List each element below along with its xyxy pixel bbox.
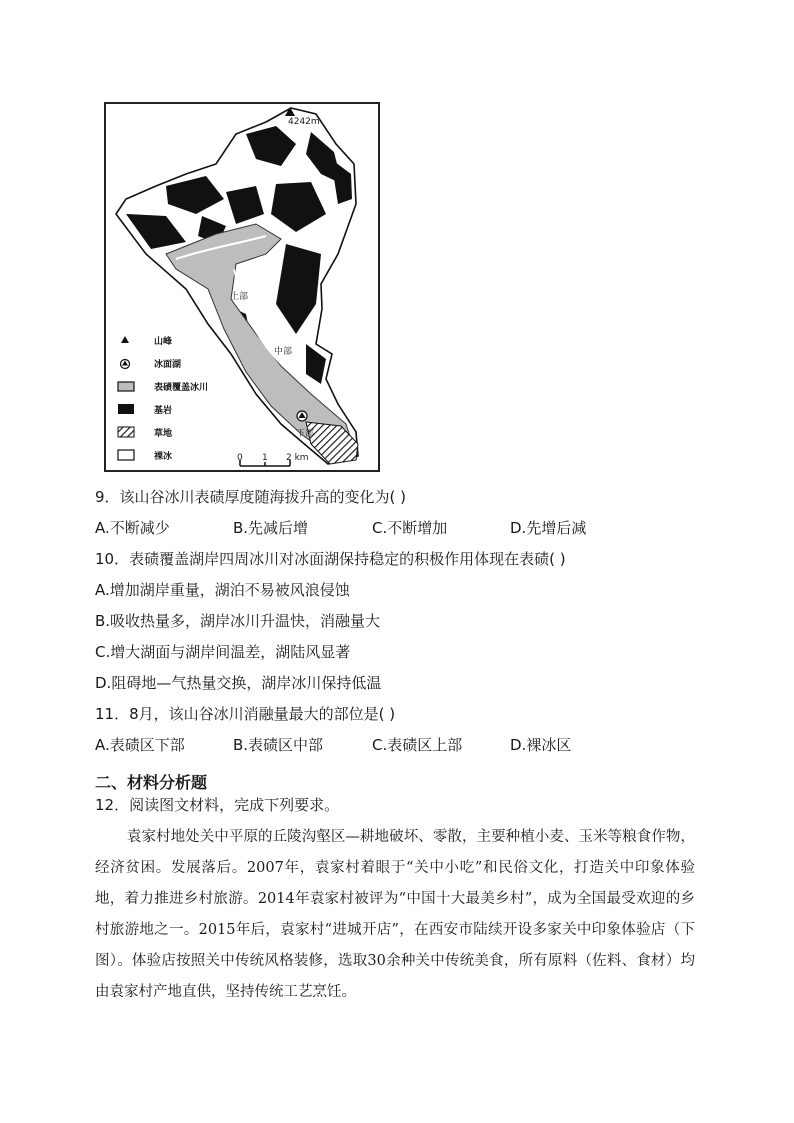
legend-debris-label: 表碛覆盖冰川	[154, 383, 209, 393]
q10-option-c: C.增大湖面与湖岸间温差，湖陆风显著	[95, 643, 351, 661]
scale-end: 2 km	[286, 453, 309, 463]
scale-mid: 1	[262, 453, 268, 463]
legend-peak-label: 山峰	[154, 337, 173, 347]
q9-option-d: D.先增后减	[510, 519, 587, 537]
q10-option-d: D.阻碍地—气热量交换，湖岸冰川保持低温	[95, 674, 382, 692]
legend-bare-ice-swatch	[118, 450, 134, 460]
map-legend	[118, 335, 208, 462]
glacier-map	[104, 102, 380, 472]
question-12-stem: 12．阅读图文材料，完成下列要求。	[95, 796, 340, 814]
question-9-stem: 9．该山谷冰川表碛厚度随海拔升高的变化为( )	[95, 488, 407, 506]
legend-grass-label: 草地	[154, 429, 173, 439]
q9-option-c: C.不断增加	[372, 519, 448, 537]
q9-option-a: A.不断减少	[95, 519, 170, 537]
legend-ice-lake-icon	[121, 360, 130, 369]
ice-lake-icon	[297, 411, 307, 421]
q11-option-a: A.表碛区下部	[95, 736, 185, 754]
q11-option-b: B.表碛区中部	[233, 736, 324, 754]
q10-option-b: B.吸收热量多，湖岸冰川升温快，消融量大	[95, 612, 381, 630]
question-11-stem: 11．8月，该山谷冰川消融量最大的部位是( )	[95, 705, 396, 723]
legend-ice-lake-label: 冰面湖	[154, 360, 182, 370]
section-title: 二、材料分析题	[95, 773, 208, 792]
label-upper: 上部	[230, 292, 249, 302]
question-10-stem: 10．表碛覆盖湖岸四周冰川对冰面湖保持稳定的积极作用体现在表碛( )	[95, 550, 566, 568]
legend-peak-icon	[121, 336, 129, 343]
legend-debris-swatch	[118, 382, 134, 391]
peak-label: 4242m	[288, 117, 320, 127]
glacier-map-graphic	[106, 104, 378, 470]
passage-text: 袁家村地处关中平原的丘陵沟壑区—耕地破坏、零散，主要种植小麦、玉米等粮食作物，经济贫困。发展落后。2007年，袁家村着眼于“关中小吃”和民俗文化，打造关中印象体验地，着力推进乡村旅游。2014年袁家村被评为“中国十大最美乡村”，成为全国最受欢迎的乡村旅游地之一。2015年后，袁家村“进城开店”，在西安市陆续开设多家关中印象体验店（下图）。体验店按照关中传统风格装修，选取30余种关中传统美食，所有原料（佐料、食材）均由袁家村产地直供，坚持传统工艺烹饪。	[95, 829, 695, 1000]
legend-bedrock-swatch	[118, 404, 134, 414]
q11-option-c: C.表碛区上部	[372, 736, 463, 754]
scale-start: 0	[237, 453, 243, 463]
q9-option-b: B.先减后增	[233, 519, 309, 537]
scale-bar	[237, 453, 309, 466]
legend-bare-ice-label: 裸冰	[154, 452, 173, 462]
q11-option-d: D.裸冰区	[510, 736, 572, 754]
q10-option-a: A.增加湖岸重量，湖泊不易被风浪侵蚀	[95, 581, 350, 599]
passage	[95, 822, 695, 1008]
label-lower: 下部	[296, 429, 315, 439]
label-middle: 中部	[274, 347, 293, 357]
legend-bedrock-label: 基岩	[154, 406, 173, 416]
legend-grass-swatch	[118, 427, 134, 437]
